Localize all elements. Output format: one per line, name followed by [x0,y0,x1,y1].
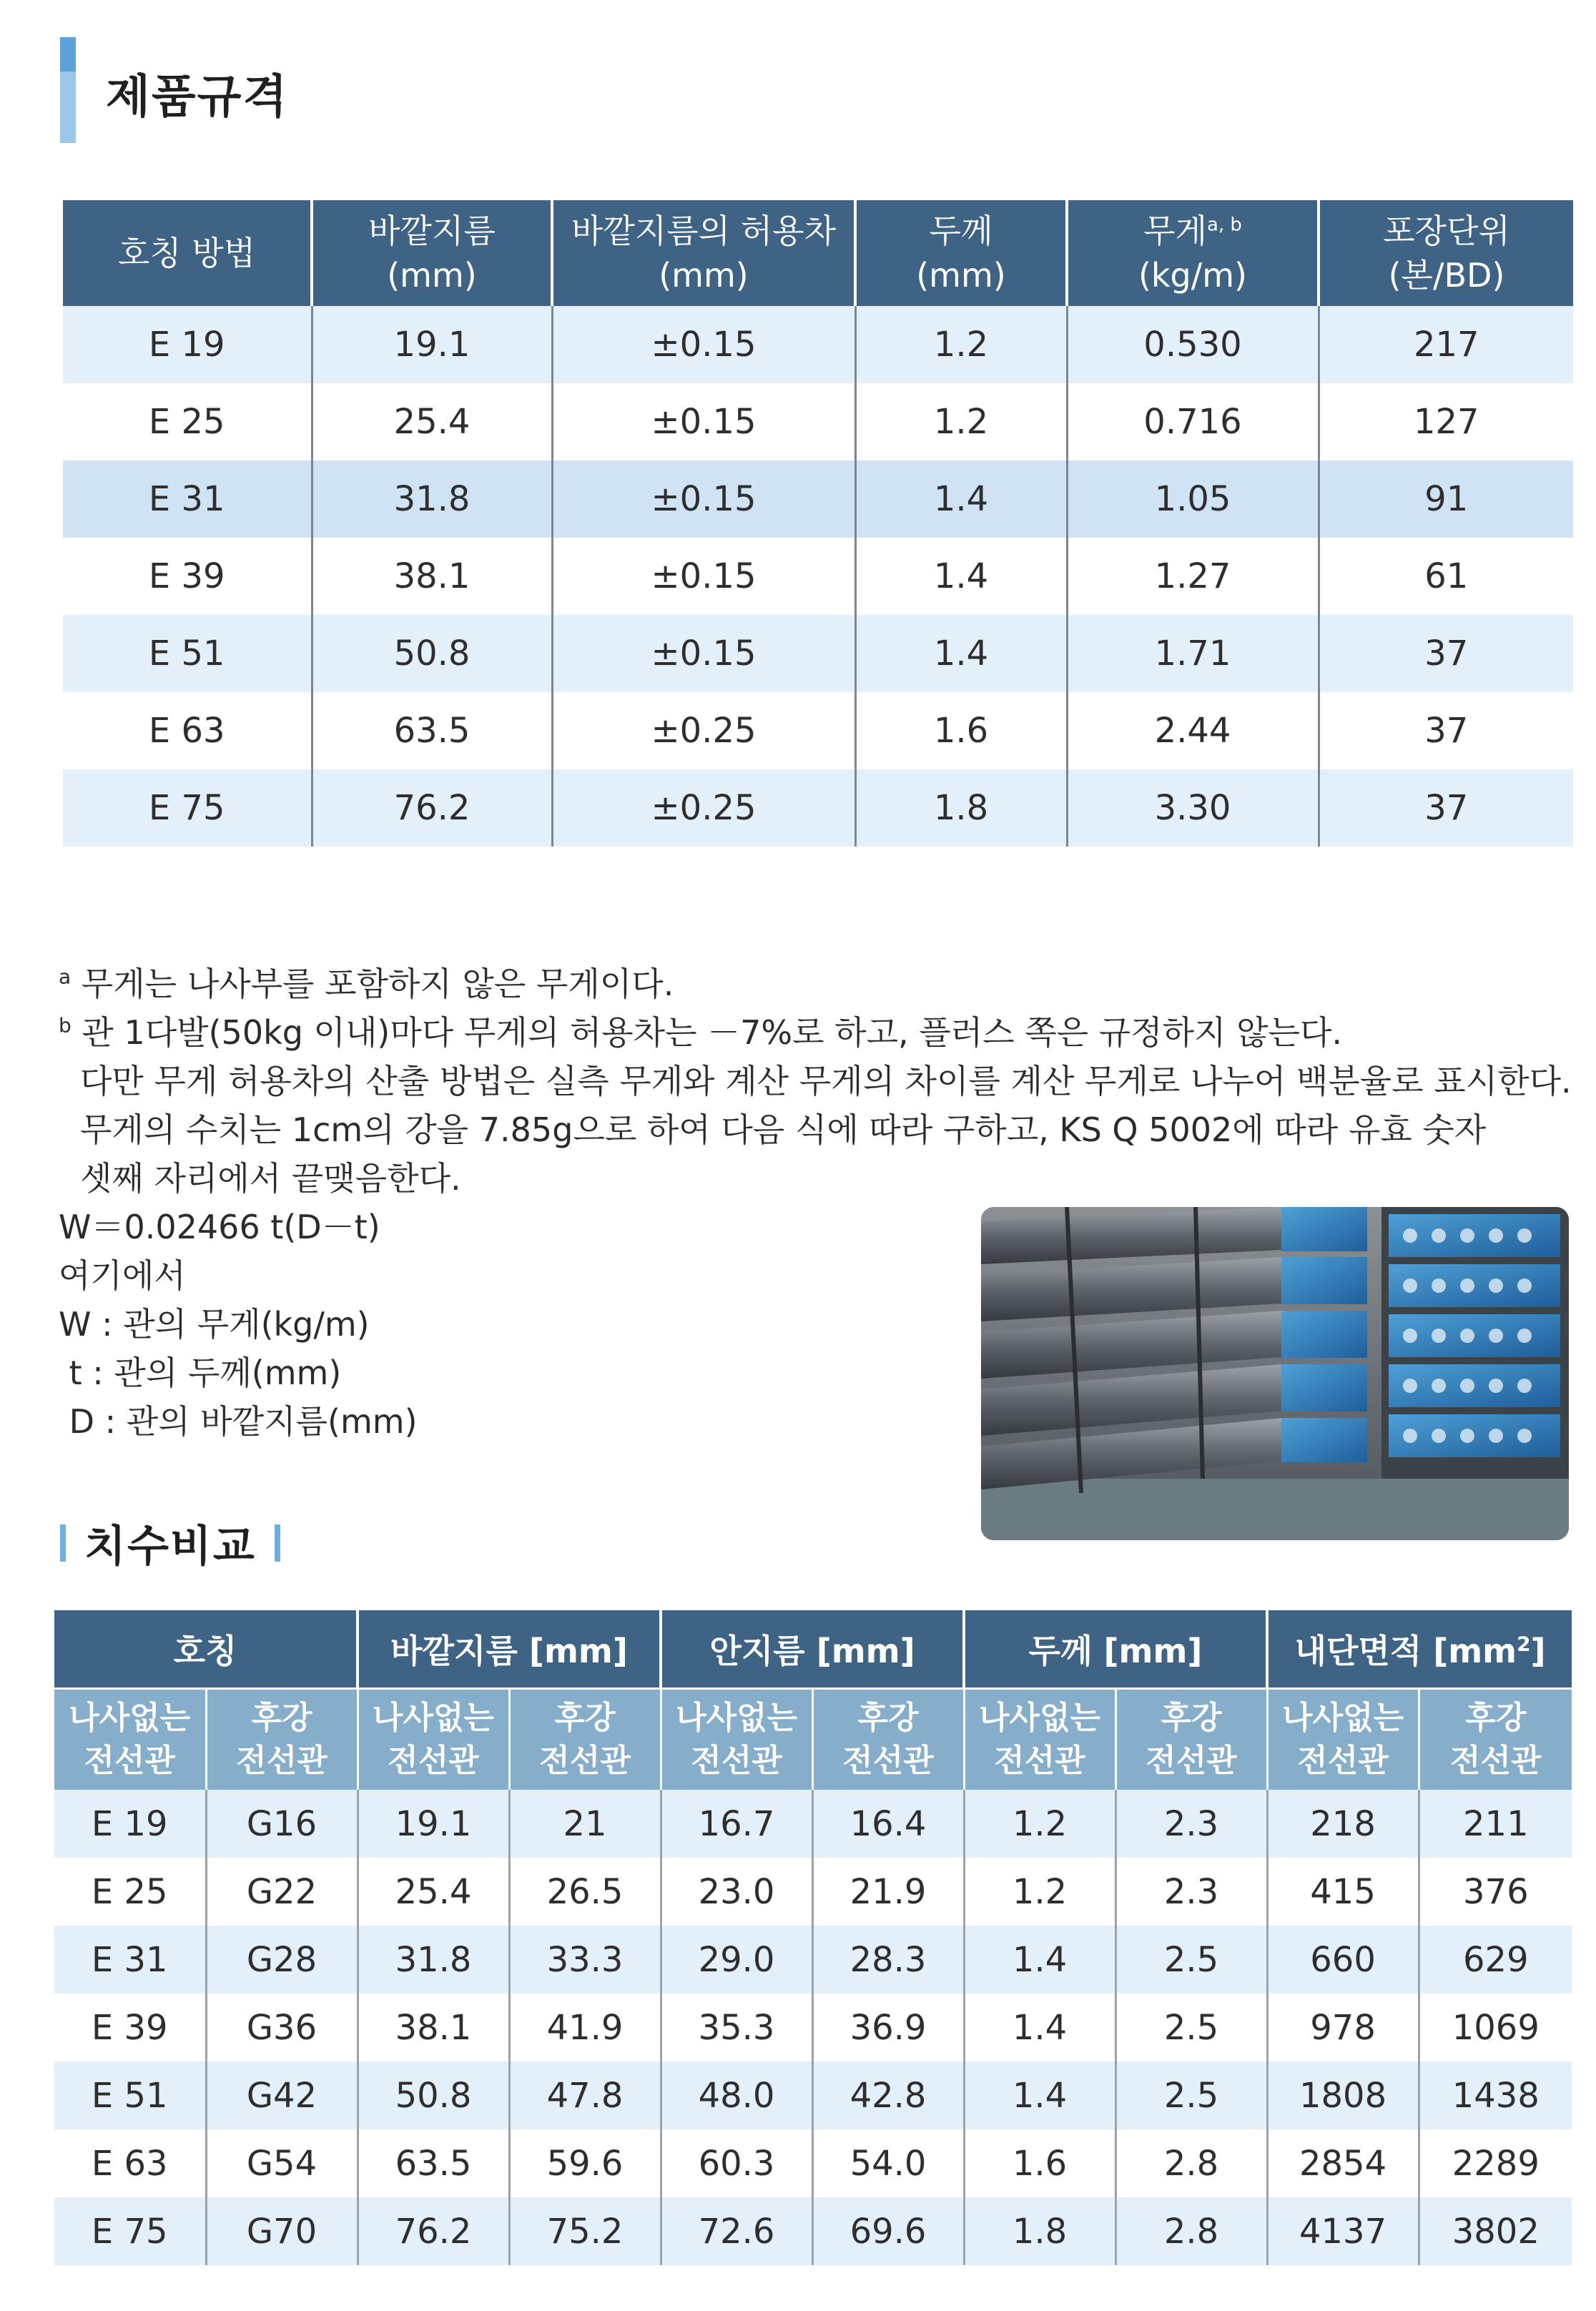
table-cell: 1.2 [964,1858,1115,1926]
table-cell: 1.4 [855,538,1067,615]
table-cell: G42 [206,2061,358,2129]
formula-w-definition: W : 관의 무게(kg/m) [59,1305,370,1344]
header-od-tolerance: 바깥지름의 허용차 (mm) [552,200,855,306]
subheader-threadless-conduit: 나사없는 전선관 [358,1689,509,1790]
table-cell: 1.2 [855,383,1067,460]
table-cell: 61 [1319,538,1573,615]
subheader-thick-conduit: 후강 전선관 [812,1689,964,1790]
subheader-threadless-conduit: 나사없는 전선관 [1267,1689,1419,1790]
table-cell: 978 [1267,1994,1419,2061]
table-cell: 2.3 [1115,1790,1267,1858]
comparison-group-header-row [54,1610,1572,1689]
group-designation: 호칭 [54,1610,358,1689]
formula-t-definition: t : 관의 두께(mm) [59,1354,342,1392]
table-cell: 59.6 [509,2129,661,2197]
comparison-title: 치수비교 [84,1522,256,1572]
table-cell: 1.4 [964,1994,1115,2061]
table-cell: 19.1 [358,1790,509,1858]
table-cell: ±0.15 [552,615,855,692]
table-cell: E 19 [54,1790,206,1858]
table-cell: 0.716 [1067,383,1319,460]
table-cell: 1.4 [964,1926,1115,1994]
footnote-a: $^a$ 무게는 나사부를 포함하지 않은 무게이다. [59,965,674,1003]
table-cell: 218 [1267,1790,1419,1858]
table-cell: 23.0 [661,1858,812,1926]
weight-formula: W＝0.02466 t(D－t) [59,1208,380,1246]
table-cell: E 39 [54,1994,206,2061]
table-cell: 660 [1267,1926,1419,1994]
header-outer-diameter: 바깥지름 (mm) [312,200,552,306]
footnote-b: $^b$ 관 1다발(50kg 이내)마다 무게의 허용차는 －7%로 하고, 플러스 쪽은 규정하지 않는다. [59,1013,1343,1052]
pipe-stack-illustration [981,1207,1569,1540]
table-cell: 63.5 [312,692,552,769]
group-inner-area: 내단면적 $[mm^2]$ [1267,1610,1572,1689]
group-inner-diameter: 안지름 [mm] [661,1610,964,1689]
table-cell: 31.8 [358,1926,509,1994]
table-cell: E 25 [54,1858,206,1926]
table-cell: 1438 [1419,2061,1572,2129]
table-cell: G28 [206,1926,358,1994]
table-cell: 1.6 [855,692,1067,769]
table-cell: 3802 [1419,2197,1572,2265]
table-cell: 63.5 [358,2129,509,2197]
table-cell: 1.27 [1067,538,1319,615]
table-cell: ±0.15 [552,383,855,460]
comparison-sub-header-row [54,1689,1572,1790]
table-cell: 54.0 [812,2129,964,2197]
table-cell: 1.71 [1067,615,1319,692]
subheader-thick-conduit: 후강 전선관 [1419,1689,1572,1790]
comparison-section-title [60,1514,280,1572]
table-cell: 415 [1267,1858,1419,1926]
table-cell: 1.4 [964,2061,1115,2129]
subheader-threadless-conduit: 나사없는 전선관 [964,1689,1115,1790]
table-cell: 60.3 [661,2129,812,2197]
table-cell: 1.2 [964,1790,1115,1858]
subheader-thick-conduit: 후강 전선관 [206,1689,358,1790]
table-cell: ±0.15 [552,538,855,615]
table-cell: 33.3 [509,1926,661,1994]
table-row [54,1790,1572,1858]
table-cell: 31.8 [312,460,552,538]
table-cell: E 39 [63,538,312,615]
table-cell: 2.8 [1115,2197,1267,2265]
table-cell: 26.5 [509,1858,661,1926]
table-cell: 21 [509,1790,661,1858]
table-cell: 1.2 [855,306,1067,383]
weight-footnote-marker: a, b [1206,214,1242,236]
table-cell: 16.7 [661,1790,812,1858]
table-cell: 42.8 [812,2061,964,2129]
table-cell: 2.5 [1115,1926,1267,1994]
spec-table-header-row [63,200,1573,306]
footnote-b-line2: 다만 무게 허용차의 산출 방법은 실측 무게와 계산 무게의 차이를 계산 무게로 나누어 백분율로 표시한다. [80,1062,1572,1100]
table-cell: 19.1 [312,306,552,383]
table-cell: 2.44 [1067,692,1319,769]
table-row [54,2129,1572,2197]
group-thickness: 두께 [mm] [964,1610,1267,1689]
table-cell: 376 [1419,1858,1572,1926]
table-cell: 4137 [1267,2197,1419,2265]
table-cell: 0.530 [1067,306,1319,383]
table-cell: 25.4 [312,383,552,460]
title-accent-bar [60,37,76,143]
table-cell: 2.5 [1115,2061,1267,2129]
table-row [54,1926,1572,1994]
table-cell: E 75 [63,769,312,847]
table-cell: G70 [206,2197,358,2265]
table-cell: 2.8 [1115,2129,1267,2197]
table-cell: G36 [206,1994,358,2061]
table-cell: 28.3 [812,1926,964,1994]
table-cell: 72.6 [661,2197,812,2265]
subheader-thick-conduit: 후강 전선관 [509,1689,661,1790]
table-cell: 629 [1419,1926,1572,1994]
product-spec-table [63,200,1573,847]
table-cell: 1.4 [855,615,1067,692]
table-cell: 76.2 [312,769,552,847]
pipe-bundles-photo [981,1207,1569,1540]
table-cell: 1.8 [855,769,1067,847]
table-cell: E 31 [63,460,312,538]
table-row [54,2197,1572,2265]
table-cell: 217 [1319,306,1573,383]
table-row [63,383,1573,460]
table-row [63,615,1573,692]
subheader-thick-conduit: 후강 전선관 [1115,1689,1267,1790]
table-cell: 47.8 [509,2061,661,2129]
table-cell: G54 [206,2129,358,2197]
table-cell: 127 [1319,383,1573,460]
table-cell: 29.0 [661,1926,812,1994]
footnote-b-line4: 셋째 자리에서 끝맺음한다. [80,1159,461,1198]
table-cell: 37 [1319,769,1573,847]
header-thickness: 두께 (mm) [855,200,1067,306]
table-cell: E 51 [63,615,312,692]
table-cell: 76.2 [358,2197,509,2265]
table-cell: E 63 [54,2129,206,2197]
table-cell: E 19 [63,306,312,383]
table-row [54,1994,1572,2061]
table-cell: E 25 [63,383,312,460]
table-cell: E 63 [63,692,312,769]
table-cell: 37 [1319,615,1573,692]
table-cell: ±0.25 [552,692,855,769]
table-cell: 25.4 [358,1858,509,1926]
table-cell: 50.8 [358,2061,509,2129]
table-cell: 211 [1419,1790,1572,1858]
table-cell: 1.8 [964,2197,1115,2265]
table-row [63,769,1573,847]
table-cell: 2854 [1267,2129,1419,2197]
title-left-bar [60,1524,66,1562]
table-cell: G16 [206,1790,358,1858]
table-row [54,2061,1572,2129]
table-cell: E 75 [54,2197,206,2265]
table-cell: G22 [206,1858,358,1926]
table-cell: 36.9 [812,1994,964,2061]
page-title: 제품규격 [106,71,289,124]
table-cell: 2289 [1419,2129,1572,2197]
formula-d-definition: D : 관의 바깥지름(mm) [59,1402,418,1441]
table-cell: 37 [1319,692,1573,769]
table-cell: 41.9 [509,1994,661,2061]
table-cell: 1.4 [855,460,1067,538]
table-row [63,460,1573,538]
formula-where: 여기에서 [59,1256,186,1295]
table-cell: E 31 [54,1926,206,1994]
table-row [63,538,1573,615]
table-cell: 91 [1319,460,1573,538]
table-cell: 48.0 [661,2061,812,2129]
title-right-bar [275,1524,280,1562]
table-cell: 21.9 [812,1858,964,1926]
table-cell: 1808 [1267,2061,1419,2129]
table-cell: 38.1 [312,538,552,615]
table-cell: 1069 [1419,1994,1572,2061]
table-row [54,1858,1572,1926]
table-row [63,692,1573,769]
table-cell: 16.4 [812,1790,964,1858]
table-cell: 2.3 [1115,1858,1267,1926]
footnote-b-line3: 무게의 수치는 1cm의 강을 7.85g으로 하여 다음 식에 따라 구하고, KS Q 5002에 따라 유효 숫자 [80,1110,1487,1149]
table-cell: 38.1 [358,1994,509,2061]
table-cell: 1.6 [964,2129,1115,2197]
group-outer-diameter: 바깥지름 [mm] [358,1610,661,1689]
table-cell: ±0.15 [552,460,855,538]
table-cell: E 51 [54,2061,206,2129]
table-cell: 2.5 [1115,1994,1267,2061]
header-designation: 호칭 방법 [63,200,312,306]
table-cell: 50.8 [312,615,552,692]
table-cell: 35.3 [661,1994,812,2061]
table-row [63,306,1573,383]
subheader-threadless-conduit: 나사없는 전선관 [54,1689,206,1790]
header-packing-unit: 포장단위 (본/BD) [1319,200,1573,306]
table-cell: 69.6 [812,2197,964,2265]
dimension-comparison-table [54,1610,1572,2265]
subheader-threadless-conduit: 나사없는 전선관 [661,1689,812,1790]
table-cell: 75.2 [509,2197,661,2265]
table-cell: 3.30 [1067,769,1319,847]
header-weight: 무게$^{a, b}$ (kg/m) [1067,200,1319,306]
table-cell: 1.05 [1067,460,1319,538]
table-cell: ±0.25 [552,769,855,847]
table-cell: ±0.15 [552,306,855,383]
